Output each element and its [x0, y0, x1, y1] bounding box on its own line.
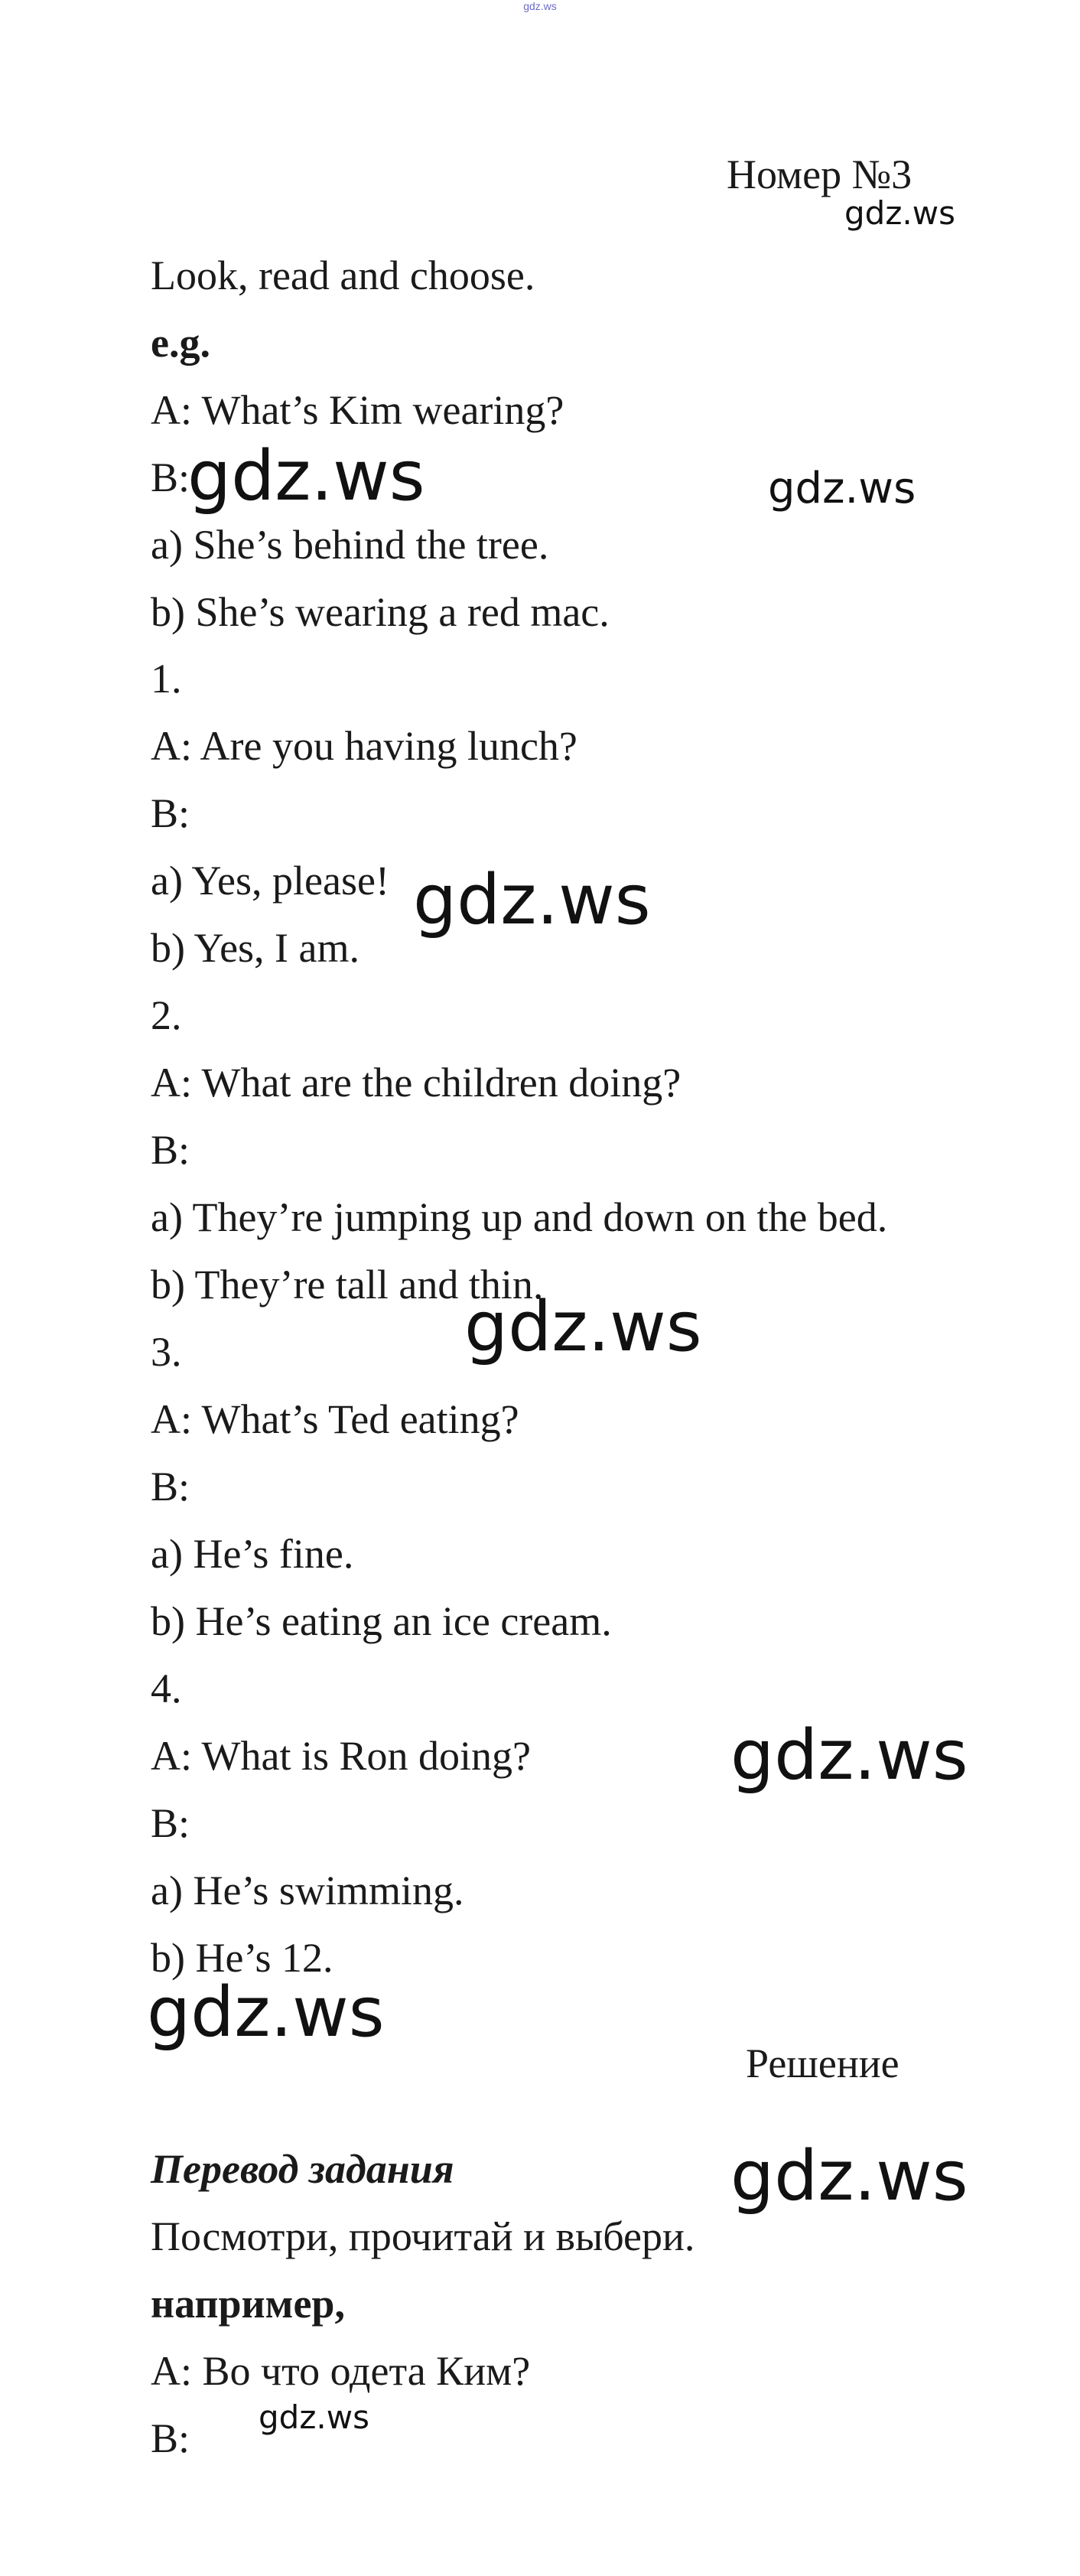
- solution-heading: Решение: [746, 2040, 899, 2086]
- watermark: gdz.ws: [768, 464, 916, 513]
- watermark: gdz.ws: [730, 1715, 968, 1796]
- item-b: B:: [151, 1800, 190, 1846]
- translation-example-question: A: Во что одета Ким?: [151, 2348, 531, 2394]
- translation-instruction: Посмотри, прочитай и выбери.: [151, 2213, 695, 2259]
- watermark: gdz.ws: [844, 194, 955, 232]
- translation-example-b: B:: [151, 2415, 190, 2461]
- example-question: A: What’s Kim wearing?: [151, 387, 564, 433]
- item-option-a: a) They’re jumping up and down on the bed.: [151, 1194, 888, 1240]
- item-option-a: a) He’s fine.: [151, 1531, 354, 1577]
- item-option-b: b) He’s eating an ice cream.: [151, 1598, 612, 1644]
- task-instruction: Look, read and choose.: [151, 252, 535, 298]
- watermark: gdz.ws: [730, 2136, 968, 2216]
- item-b: B:: [151, 1127, 190, 1173]
- translation-title: Перевод задания: [151, 2146, 454, 2192]
- item-question: A: Are you having lunch?: [151, 723, 577, 769]
- item-option-b: b) Yes, I am.: [151, 925, 360, 971]
- watermark: gdz.ws: [147, 1972, 385, 2053]
- task-number: Номер №3: [727, 151, 912, 197]
- watermark: gdz.ws: [187, 436, 425, 516]
- item-question: A: What are the children doing?: [151, 1060, 682, 1106]
- item-option-a: a) Yes, please!: [151, 858, 389, 904]
- example-option-b: b) She’s wearing a red mac.: [151, 589, 610, 635]
- item-b: B:: [151, 1464, 190, 1509]
- item-number: 3.: [151, 1329, 182, 1375]
- example-b: B:: [151, 454, 190, 500]
- translation-example-label: например,: [151, 2281, 345, 2327]
- item-number: 2.: [151, 992, 182, 1038]
- item-number: 4.: [151, 1666, 182, 1711]
- item-question: A: What’s Ted eating?: [151, 1396, 519, 1442]
- site-mark-top: gdz.ws: [523, 0, 557, 12]
- example-label: e.g.: [151, 320, 210, 366]
- item-option-b: b) He’s 12.: [151, 1935, 333, 1981]
- item-number: 1.: [151, 656, 182, 702]
- item-option-a: a) He’s swimming.: [151, 1868, 464, 1913]
- watermark: gdz.ws: [464, 1287, 702, 1367]
- example-option-a: a) She’s behind the tree.: [151, 522, 549, 568]
- watermark: gdz.ws: [413, 860, 651, 940]
- item-option-b: b) They’re tall and thin.: [151, 1262, 544, 1308]
- watermark: gdz.ws: [259, 2399, 369, 2436]
- item-b: B:: [151, 790, 190, 836]
- item-question: A: What is Ron doing?: [151, 1733, 531, 1779]
